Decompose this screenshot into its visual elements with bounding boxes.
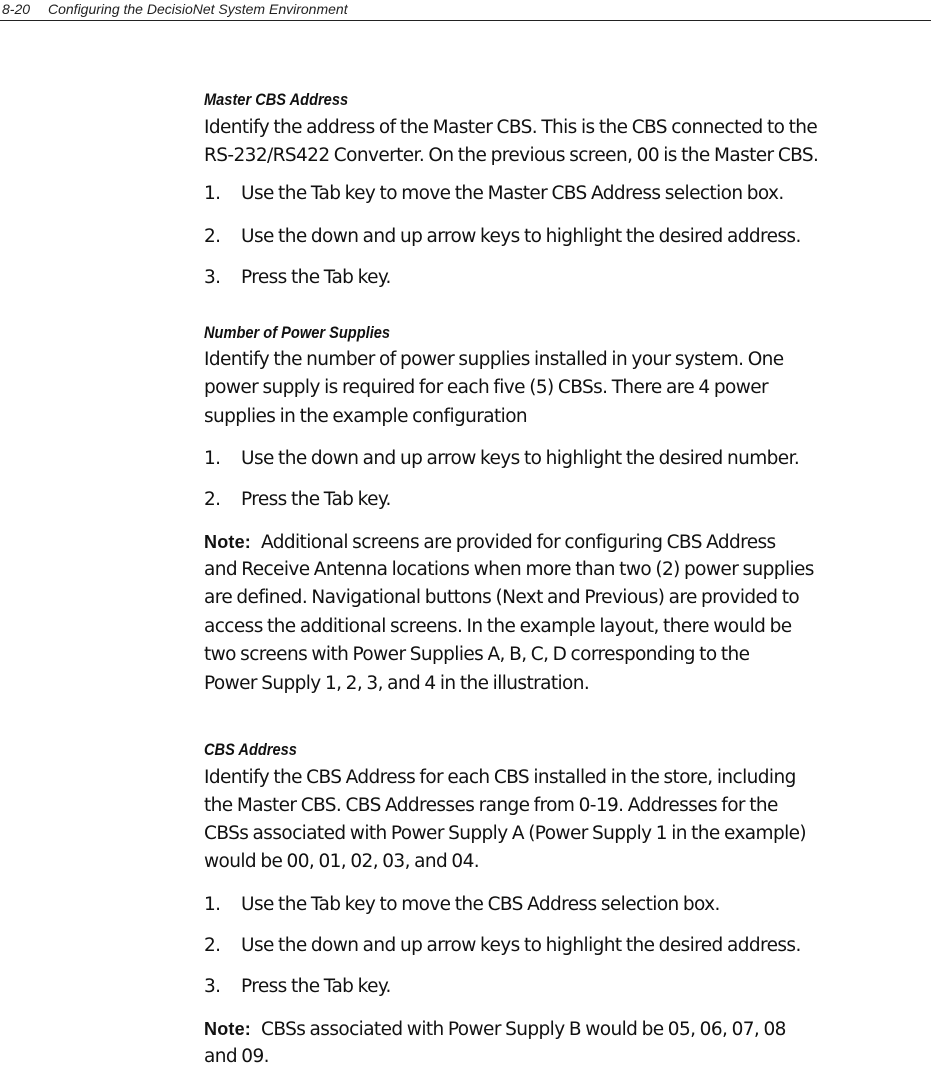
note-line: Power Supply 1, 2, 3, and 4 in the illustration. bbox=[204, 673, 590, 694]
list-item-number: 2. bbox=[204, 489, 221, 510]
note-label: Note: bbox=[204, 1019, 251, 1039]
list-item-text: Use the down and up arrow keys to highlight the desired address. bbox=[241, 226, 801, 247]
note-line: two screens with Power Supplies A, B, C, D corresponding to the bbox=[204, 644, 750, 665]
list-item-text: Press the Tab key. bbox=[241, 489, 391, 510]
paragraph-line: Identify the address of the Master CBS. This is the CBS connected to the bbox=[204, 117, 818, 138]
paragraph-line: Identify the number of power supplies installed in your system. One bbox=[204, 349, 784, 370]
list-item bbox=[204, 446, 799, 472]
list-item-number: 2. bbox=[204, 935, 221, 956]
note-line: are defined. Navigational buttons (Next and Previous) are provided to bbox=[204, 587, 800, 608]
list-item-number: 1. bbox=[204, 183, 221, 204]
list-item-text: Use the Tab key to move the CBS Address selection box. bbox=[241, 894, 720, 915]
page-number: 8-20 bbox=[2, 1, 31, 17]
note-line: access the additional screens. In the example layout, there would be bbox=[204, 616, 792, 637]
list-item-number: 1. bbox=[204, 448, 221, 469]
paragraph-line: would be 00, 01, 02, 03, and 04. bbox=[204, 851, 480, 872]
list-item-number: 3. bbox=[204, 976, 221, 997]
list-item-text: Press the Tab key. bbox=[241, 267, 391, 288]
note-text: CBSs associated with Power Supply B would be 05, 06, 07, 08 bbox=[261, 1019, 786, 1040]
note-line bbox=[204, 529, 776, 556]
list-item-text: Use the down and up arrow keys to highlight the desired number. bbox=[241, 448, 800, 469]
note-line bbox=[204, 1016, 786, 1043]
list-item-text: Use the Tab key to move the Master CBS Address selection box. bbox=[241, 183, 784, 204]
paragraph-line: supplies in the example configuration bbox=[204, 406, 528, 427]
list-item-text: Press the Tab key. bbox=[241, 976, 391, 997]
list-item-number: 3. bbox=[204, 267, 221, 288]
list-item-number: 1. bbox=[204, 894, 221, 915]
list-item bbox=[204, 181, 784, 207]
section-heading-master-cbs: Master CBS Address bbox=[204, 90, 349, 109]
chapter-title: Configuring the DecisioNet System Environment bbox=[48, 1, 348, 17]
section-heading-power-supplies: Number of Power Supplies bbox=[204, 323, 391, 342]
note-text: Additional screens are provided for configuring CBS Address bbox=[261, 532, 776, 553]
note-label: Note: bbox=[204, 532, 251, 552]
list-item bbox=[204, 487, 391, 513]
paragraph-line: Identify the CBS Address for each CBS installed in the store, including bbox=[204, 767, 796, 788]
paragraph-line: power supply is required for each five (5) CBSs. There are 4 power bbox=[204, 377, 769, 398]
list-item bbox=[204, 265, 391, 291]
note-line: and Receive Antenna locations when more than two (2) power supplies bbox=[204, 559, 814, 580]
list-item-number: 2. bbox=[204, 226, 221, 247]
list-item bbox=[204, 933, 801, 959]
list-item bbox=[204, 974, 391, 1000]
list-item bbox=[204, 892, 720, 918]
section-heading-cbs-address: CBS Address bbox=[204, 740, 297, 759]
list-item bbox=[204, 224, 801, 250]
note-line: and 09. bbox=[204, 1046, 269, 1067]
paragraph-line: RS-232/RS422 Converter. On the previous screen, 00 is the Master CBS. bbox=[204, 145, 819, 166]
list-item-text: Use the down and up arrow keys to highlight the desired address. bbox=[241, 935, 801, 956]
paragraph-line: the Master CBS. CBS Addresses range from 0-19. Addresses for the bbox=[204, 795, 778, 816]
page-header bbox=[0, 0, 931, 21]
paragraph-line: CBSs associated with Power Supply A (Power Supply 1 in the example) bbox=[204, 823, 807, 844]
